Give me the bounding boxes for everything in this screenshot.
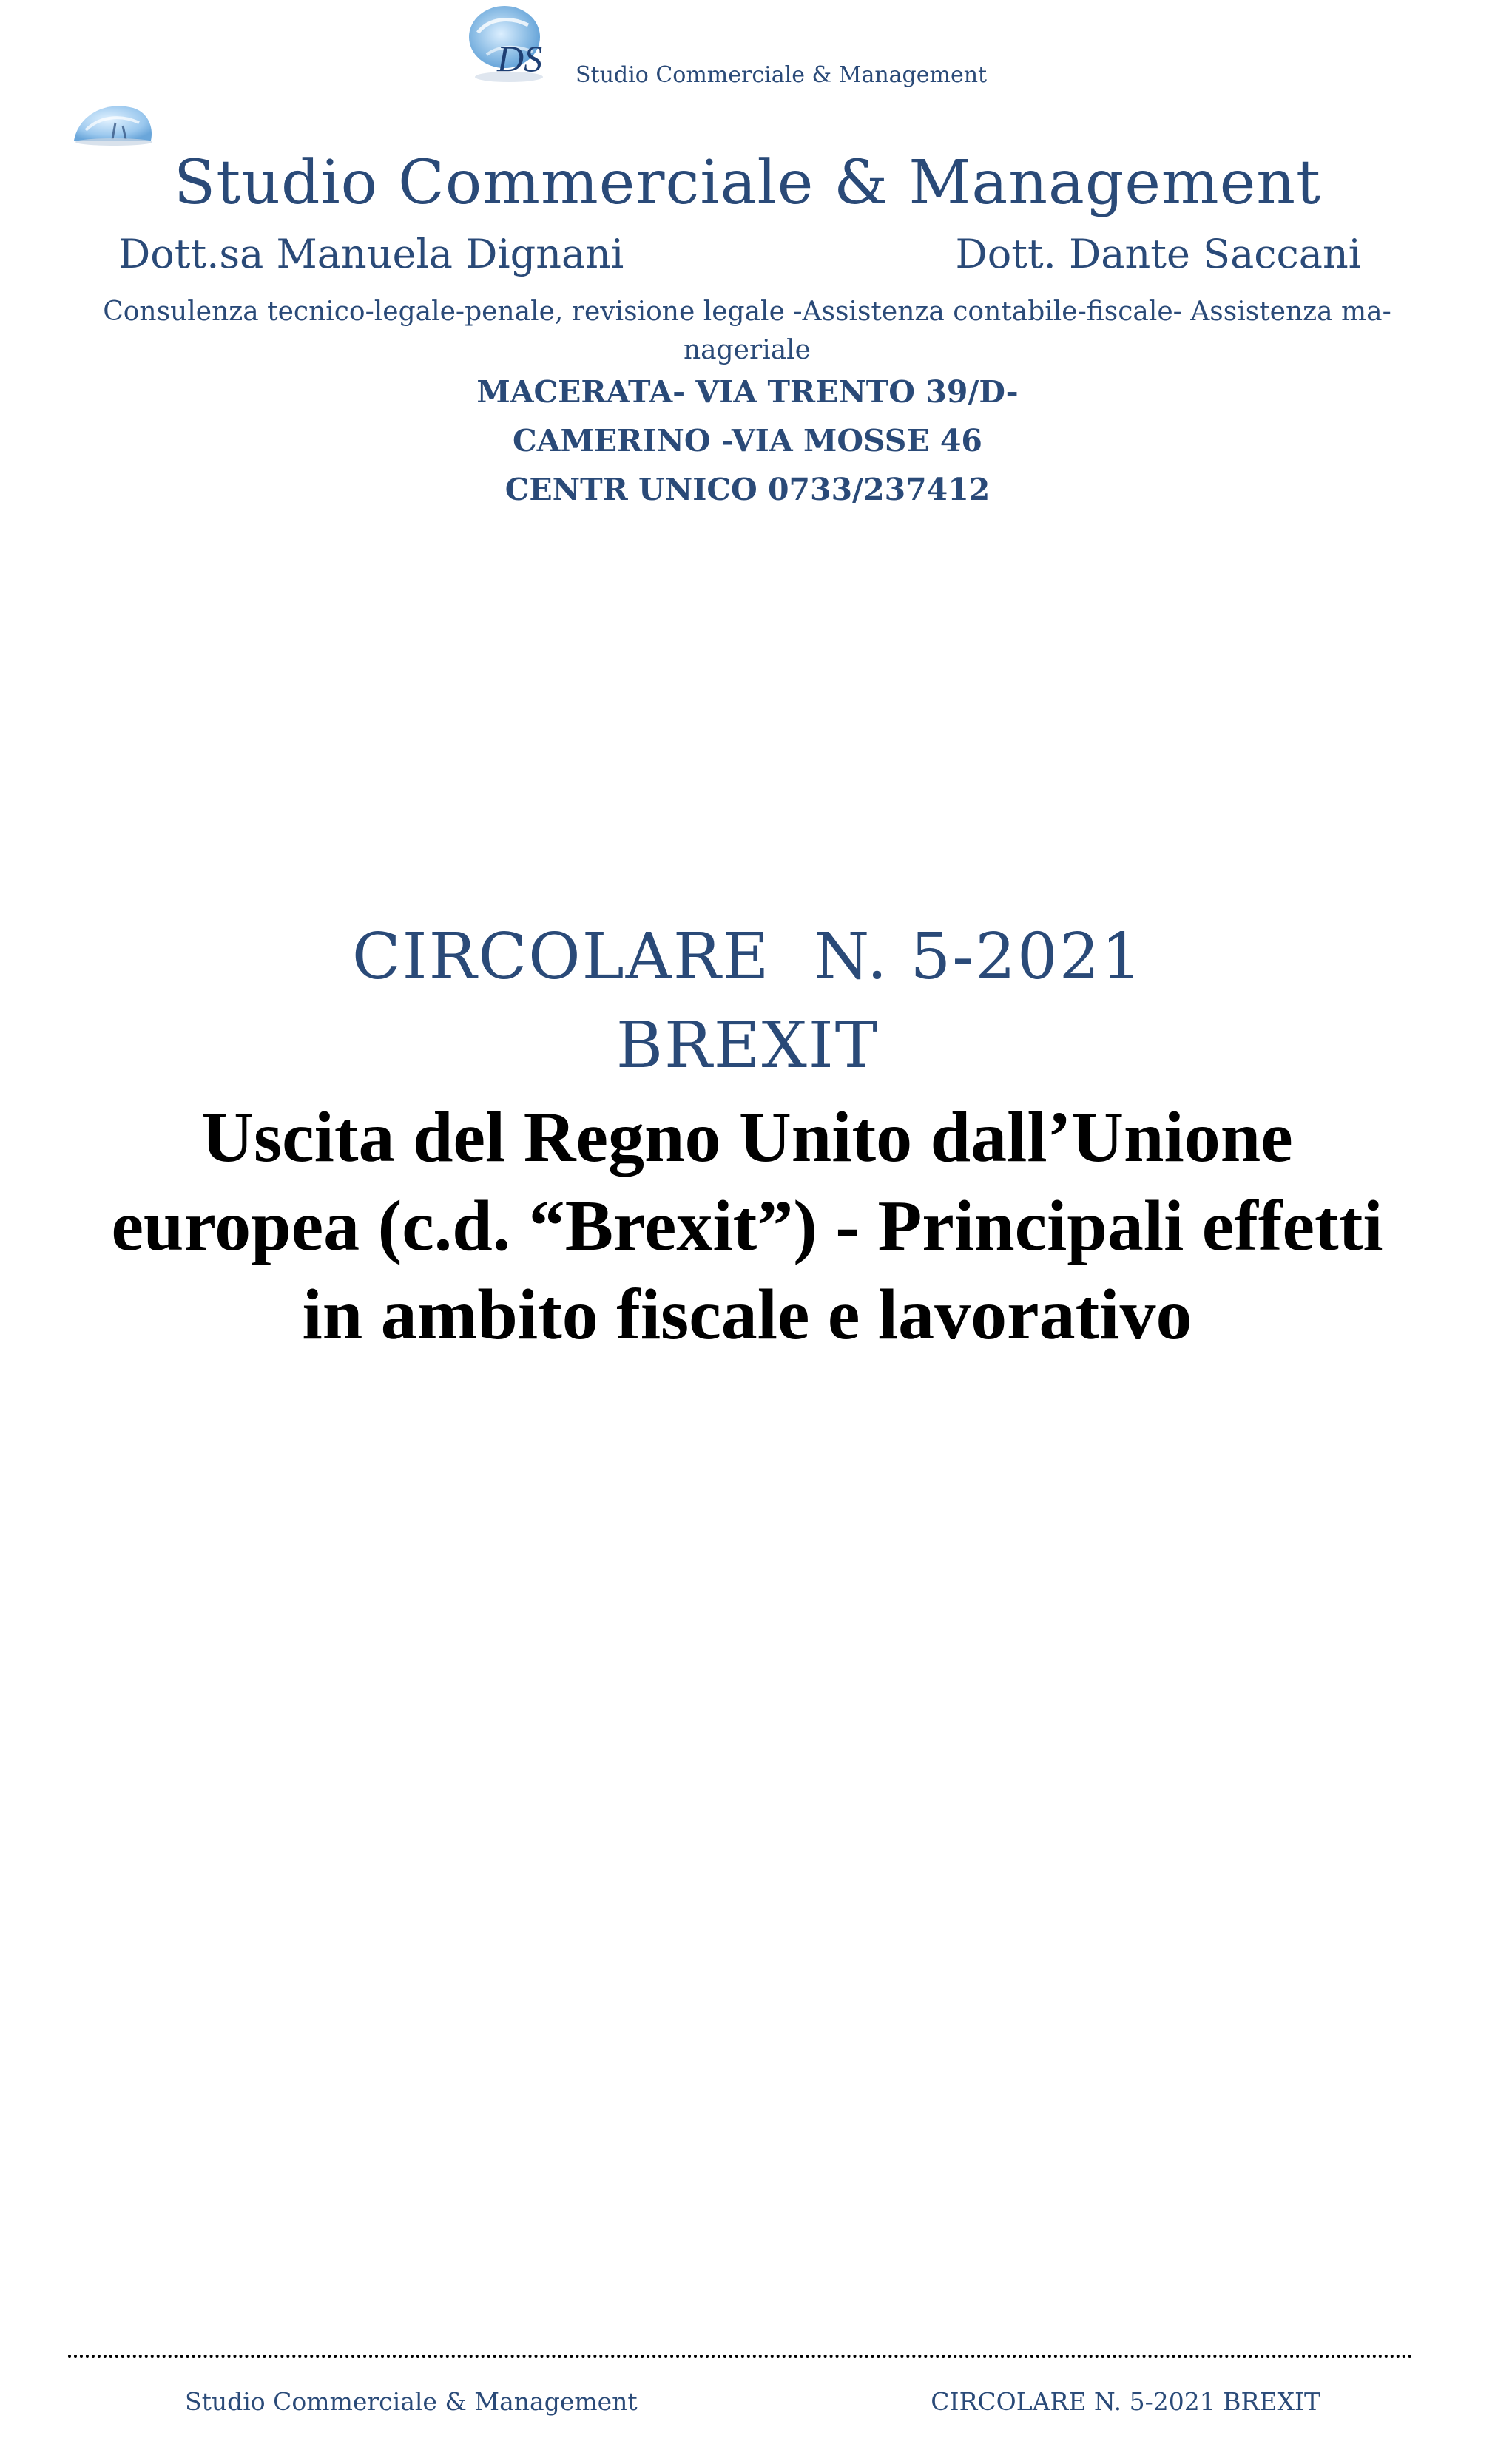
footer-right-text: CIRCOLARE N. 5-2021 BREXIT bbox=[931, 2387, 1320, 2416]
circular-topic: BREXIT bbox=[615, 1009, 880, 1083]
footer-divider bbox=[68, 2355, 1413, 2358]
ds-logo-small-icon bbox=[71, 95, 157, 148]
address-macerata: MACERATA- VIA TRENTO 39/D- bbox=[476, 374, 1019, 410]
svg-text:DS: DS bbox=[497, 38, 543, 79]
circular-number: CIRCOLARE N. 5-2021 bbox=[351, 920, 1144, 994]
partner-names bbox=[118, 231, 1361, 277]
circular-subject: Uscita del Regno Unito dall’Unione europea (c.d. “Brexit”) - Principali effetti in ambito fiscale e lavorativo bbox=[111, 1097, 1383, 1355]
studio-title: Studio Commerciale & Management bbox=[174, 148, 1321, 218]
header-caption: Studio Commerciale & Management bbox=[576, 62, 988, 88]
partner-left: Dott.sa Manuela Dignani bbox=[118, 231, 624, 277]
services-line: Consulenza tecnico-legale-penale, revisione legale -Assistenza contabile-fiscale- Assistenza ma-nageriale bbox=[103, 297, 1391, 365]
partner-right: Dott. Dante Saccani bbox=[955, 231, 1361, 277]
footer-left-text: Studio Commerciale & Management bbox=[185, 2387, 638, 2416]
ds-logo-icon bbox=[465, 3, 553, 84]
phone-line: CENTR UNICO 0733/237412 bbox=[504, 472, 991, 507]
address-camerino: CAMERINO -VIA MOSSE 46 bbox=[513, 423, 982, 458]
